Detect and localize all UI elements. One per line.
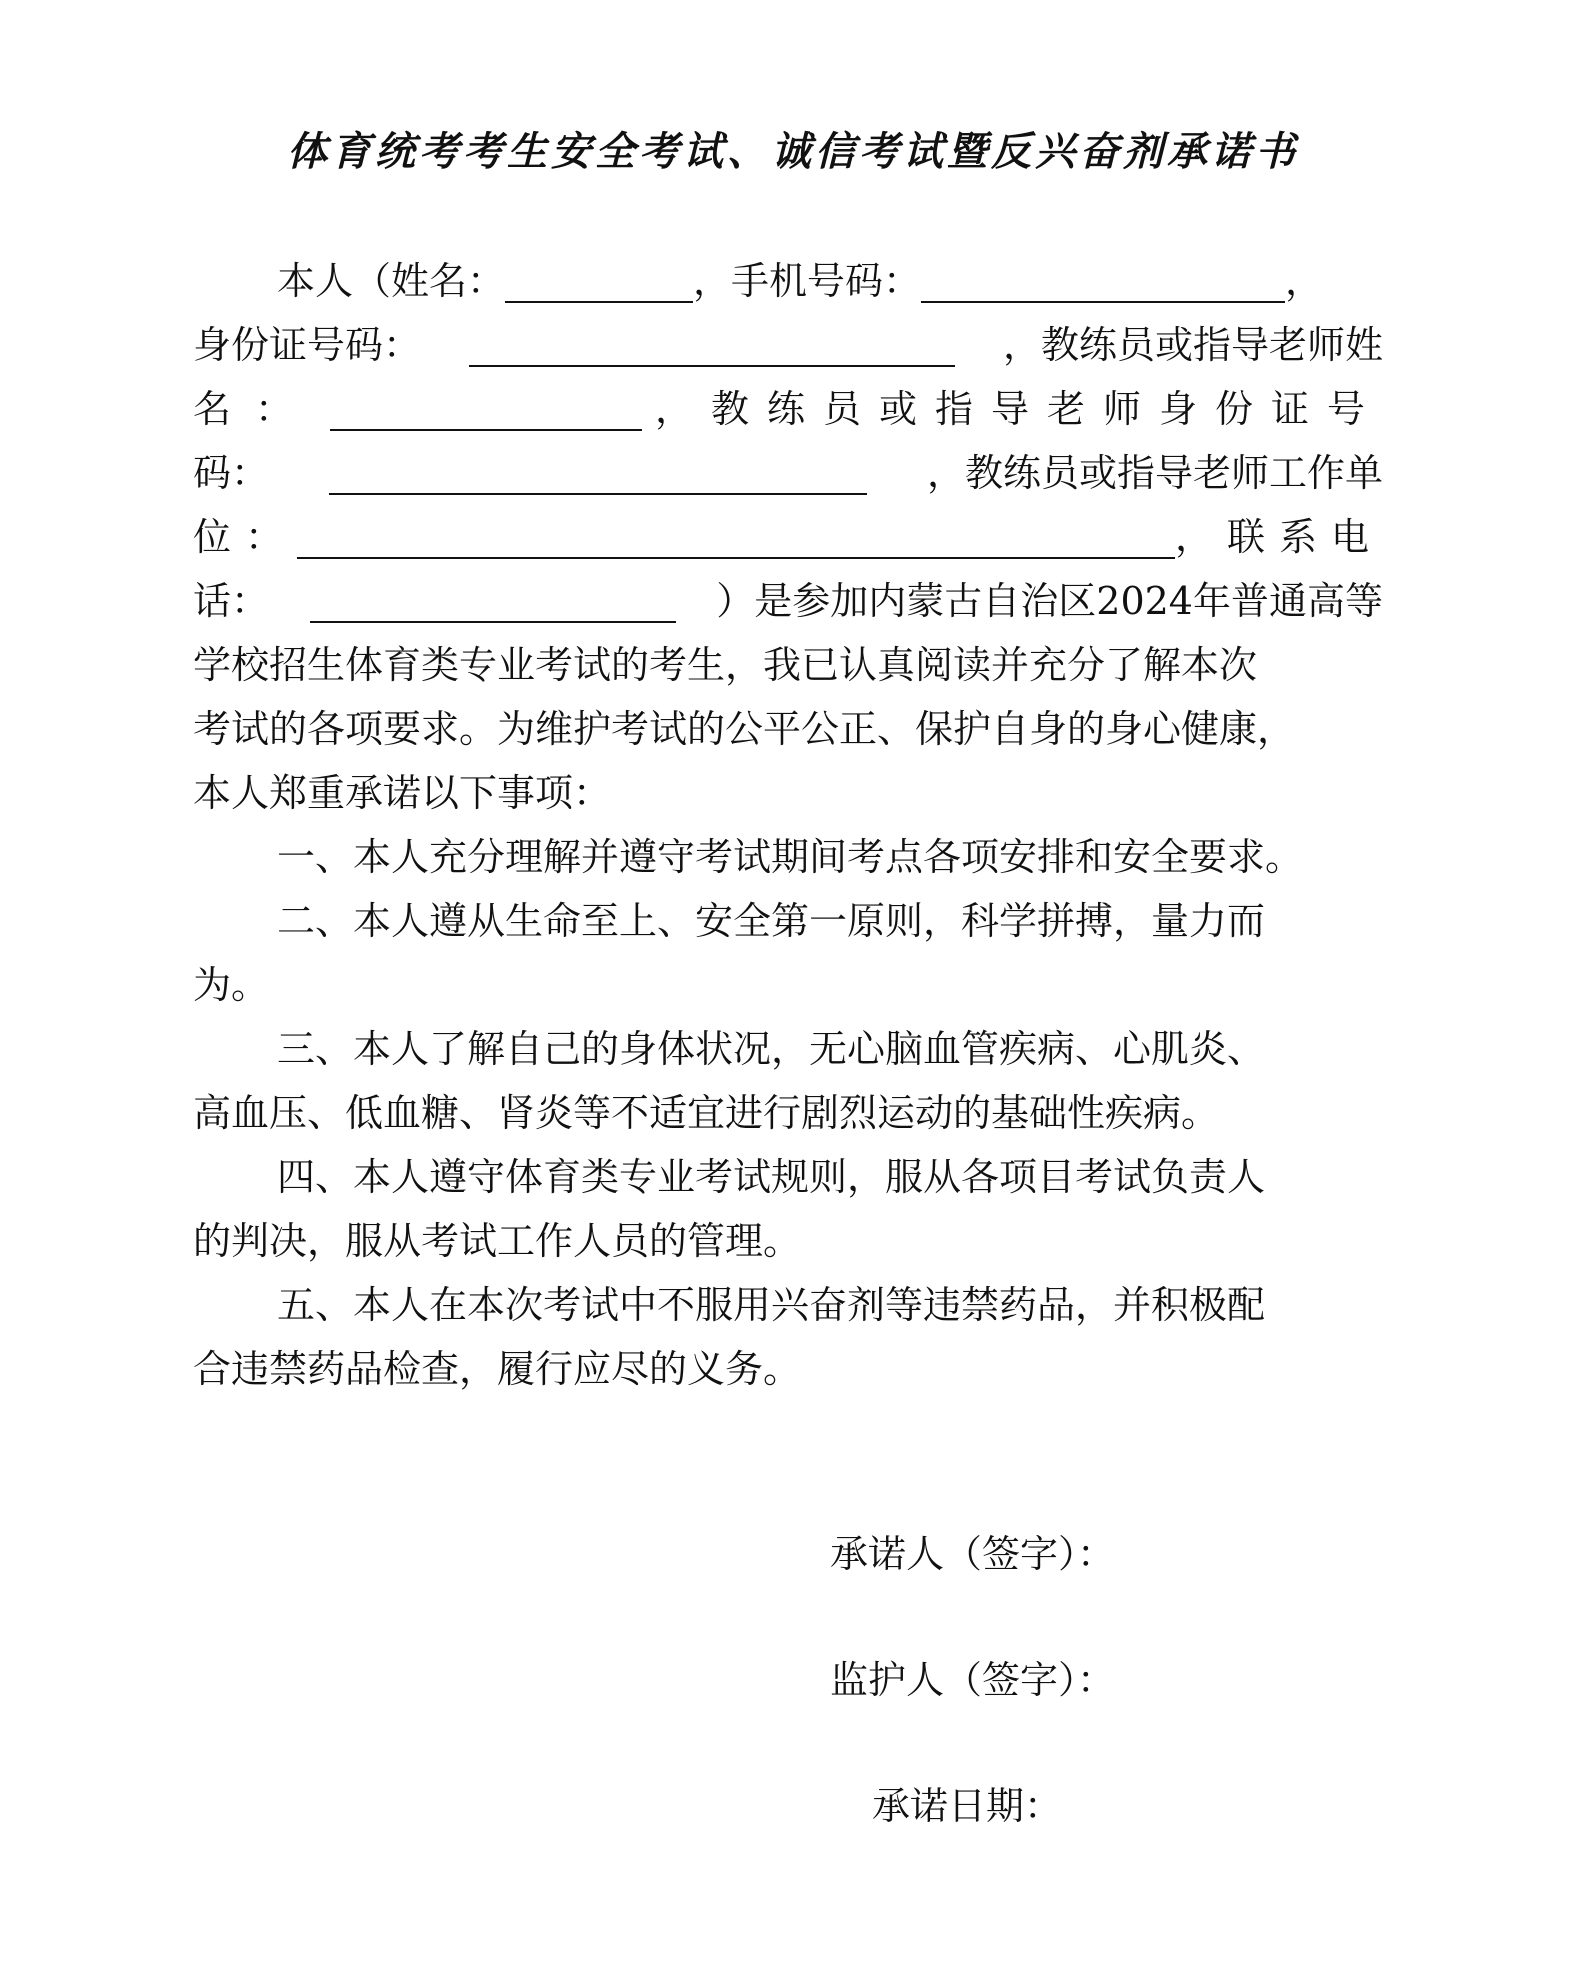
intro-line-1 (193, 249, 1383, 313)
item-5-line-2: 合违禁药品检查，履行应尽的义务。 (193, 1347, 802, 1391)
coach-unit-blank[interactable] (297, 515, 1175, 559)
document-body (193, 249, 1383, 1401)
label-coach-name-b: 名： (193, 387, 318, 431)
item-1-line-1: 一、本人充分理解并遵守考试期间考点各项安排和安全要求。 (277, 835, 1304, 879)
intro-line-2 (193, 313, 1383, 377)
item-5-line-1: 五、本人在本次考试中不服用兴奋剂等违禁药品，并积极配 (277, 1283, 1266, 1327)
intro-line-7: 学校招生体育类专业考试的考生，我已认真阅读并充分了解本次 (193, 643, 1258, 687)
intro-text-6: ）是参加内蒙古自治区2024年普通高等 (716, 579, 1383, 623)
comma: ， (1285, 259, 1324, 303)
intro-line-8: 考试的各项要求。为维护考试的公平公正、保护自身的身心健康， (193, 707, 1296, 751)
guardian-signature-label: 监护人（签字）： (830, 1658, 1116, 1702)
name-blank[interactable] (505, 259, 693, 303)
promise-date-label: 承诺日期： (872, 1784, 1063, 1828)
id-number-blank[interactable] (469, 323, 955, 367)
label-coach-unit-a: ，教练员或指导老师工作单 (926, 451, 1383, 495)
item-4-line-2: 的判决，服从考试工作人员的管理。 (193, 1219, 802, 1263)
intro-line-5 (193, 505, 1383, 569)
intro-line-4 (193, 441, 1383, 505)
label-coach-unit-b: 位： (193, 515, 298, 559)
label-contact-phone-b: 话： (193, 579, 270, 623)
coach-name-blank[interactable] (330, 387, 642, 431)
item-2-line-2: 为。 (193, 963, 270, 1007)
coach-id-blank[interactable] (329, 451, 867, 495)
label-coach-id-a: ，教练员或指导老师身份证号 (654, 387, 1383, 431)
label-coach-name-a: ，教练员或指导老师姓 (1002, 323, 1383, 367)
label-coach-id-b: 码： (193, 451, 270, 495)
item-4-line-1: 四、本人遵守体育类专业考试规则，服从各项目考试负责人 (277, 1155, 1266, 1199)
label-id-number: 身份证号码： (193, 323, 422, 367)
item-3-line-2: 高血压、低血糖、肾炎等不适宜进行剧烈运动的基础性疾病。 (193, 1091, 1220, 1135)
label-phone: ，手机号码： (693, 259, 922, 303)
phone-blank[interactable] (921, 259, 1285, 303)
intro-line-9: 本人郑重承诺以下事项： (193, 771, 612, 815)
contact-phone-blank[interactable] (310, 579, 676, 623)
item-2-line-1: 二、本人遵从生命至上、安全第一原则，科学拼搏，量力而 (277, 899, 1266, 943)
promisor-signature-label: 承诺人（签字）： (830, 1532, 1116, 1576)
label-contact-phone-a: ，联系电 (1174, 515, 1383, 559)
document-title: 体育统考考生安全考试、诚信考试暨反兴奋剂承诺书 (287, 128, 1299, 175)
intro-line-6 (193, 569, 1383, 633)
label-name: 本人（姓名： (277, 259, 506, 303)
intro-line-3 (193, 377, 1383, 441)
item-3-line-1: 三、本人了解自己的身体状况，无心脑血管疾病、心肌炎、 (277, 1027, 1266, 1071)
